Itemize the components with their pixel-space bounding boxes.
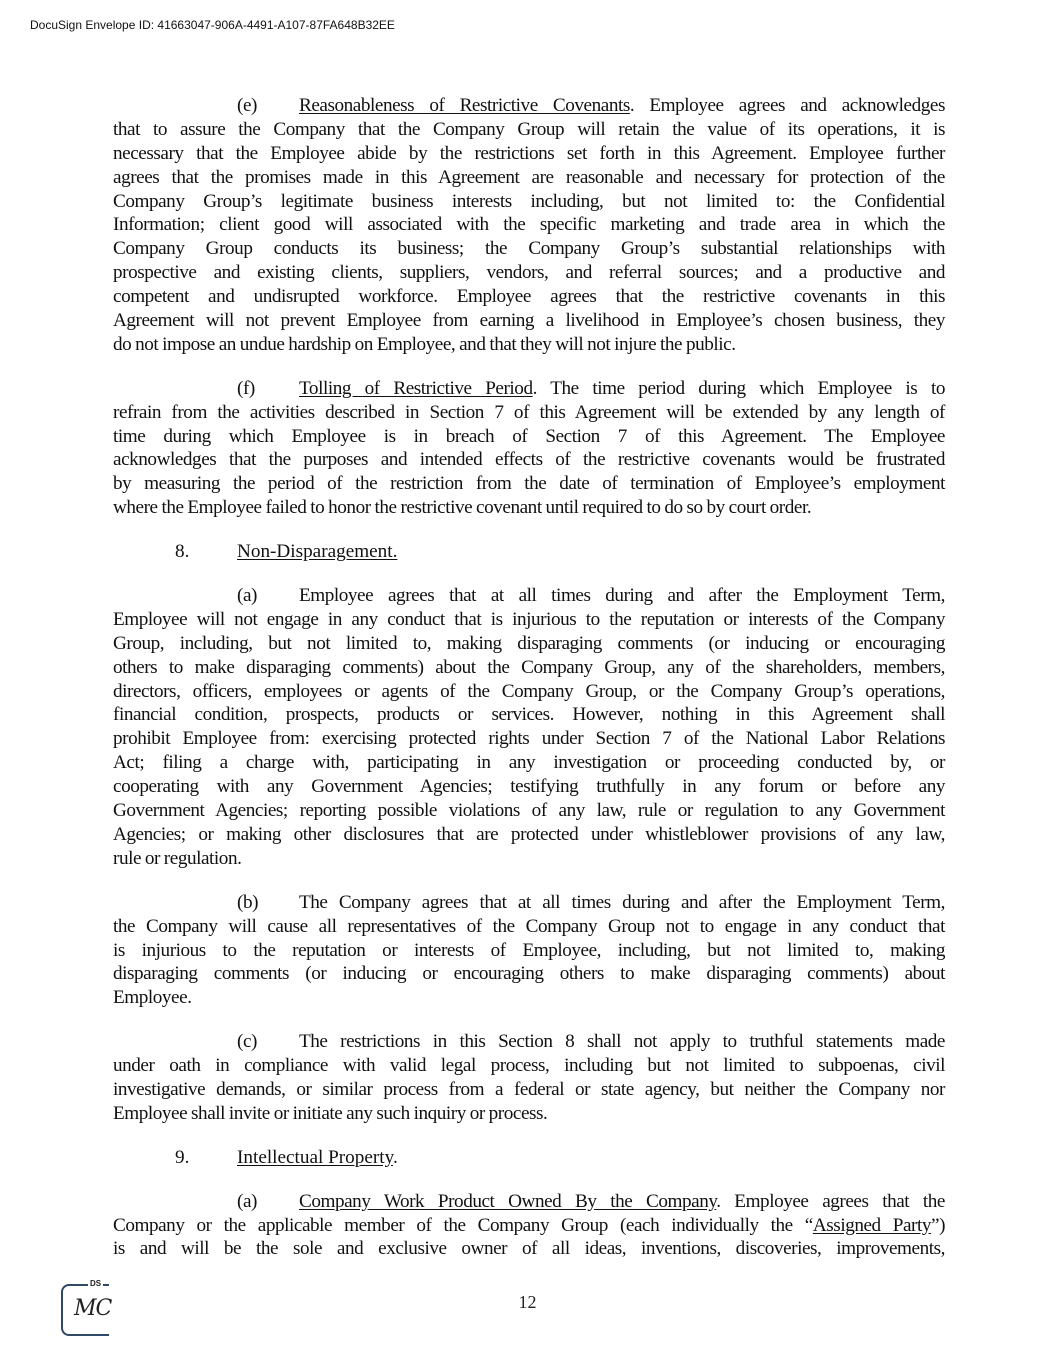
subsection-label: (f) (237, 377, 255, 399)
line: refrain from the activities described in Section 7 of this Agreement will be extended by any length of (113, 401, 945, 423)
line-text: The restrictions in this Section 8 shall not apply to truthful statements made (299, 1031, 945, 1053)
section-heading-8 (113, 540, 945, 564)
section-title-suffix: . (392, 1146, 398, 1168)
line: cooperating with any Government Agencies; testifying truthfully in any forum or before any (113, 776, 945, 798)
subsection-title: Tolling of Restrictive Period (299, 377, 533, 399)
subsection-label: (a) (237, 1190, 257, 1212)
docusign-tag: DS (90, 1279, 102, 1288)
line-text: The Company agrees that at all times during and after the Employment Term, (299, 891, 945, 913)
line: by measuring the period of the restriction from the date of termination of Employee’s employment (113, 473, 945, 495)
line: Group, including, but not limited to, making disparaging comments (or inducing or encouraging (113, 632, 945, 654)
page-number: 12 (518, 1292, 537, 1312)
section-title-wrap (237, 1146, 398, 1170)
paragraph-9a (113, 1190, 945, 1262)
line-text: . The time period during which Employee is to (532, 377, 945, 399)
line-text: Employee agrees that at all times during and after the Employment Term, (299, 585, 945, 607)
line: directors, officers, employees or agents of the Company Group, or the Company Group’s operations, (113, 680, 945, 702)
signer-initials: MC (74, 1296, 112, 1321)
line: others to make disparaging comments) about the Company Group, any of the shareholders, members, (113, 656, 945, 678)
paragraph-7f (113, 377, 945, 520)
line: prospective and existing clients, suppliers, vendors, and referral sources; and a productive and (113, 262, 945, 284)
paragraph-8b (113, 891, 945, 1010)
line-text: . Employee agrees that the (716, 1190, 945, 1212)
line (113, 584, 945, 608)
defined-term: Assigned Party (812, 1214, 931, 1236)
line: Government Agencies; reporting possible violations of any law, rule or regulation to any Government (113, 800, 945, 822)
subsection-label: (b) (237, 891, 259, 913)
line: investigative demands, or similar process from a federal or state agency, but neither the Company nor (113, 1078, 945, 1100)
line (113, 1214, 945, 1238)
line-text: ”) (931, 1214, 946, 1236)
line: is injurious to the reputation or interests of Employee, including, but not limited to, making (113, 939, 945, 961)
line (113, 377, 945, 401)
paragraph-8a (113, 584, 945, 871)
line: Agencies; or making other disclosures that are protected under whistleblower provisions of any law, (113, 823, 945, 845)
subsection-label: (c) (237, 1031, 257, 1053)
subsection-label: (e) (237, 95, 257, 116)
line: Employee will not engage in any conduct that is injurious to the reputation or interests of the Company (113, 608, 945, 630)
line: disparaging comments (or inducing or encouraging others to make disparaging comments) about (113, 963, 945, 985)
line: Information; client good will associated with the specific marketing and trade area in which the (113, 214, 945, 236)
line (113, 1190, 945, 1214)
line (113, 1030, 945, 1054)
line: prohibit Employee from: exercising protected rights under Section 7 of the National Labor Relations (113, 728, 945, 750)
line-text: Company or the applicable member of the Company Group (each individually the “ (113, 1214, 813, 1236)
line: Company Group’s legitimate business interests including, but not limited to: the Confidential (113, 190, 945, 212)
line (113, 891, 945, 915)
line: the Company will cause all representatives of the Company Group not to engage in any conduct that (113, 915, 945, 937)
line: Act; filing a charge with, participating in any investigation or proceeding conducted by, or (113, 752, 945, 774)
line: rule or regulation. (113, 847, 242, 869)
section-title: Non-Disparagement. (237, 541, 398, 563)
line: financial condition, prospects, products or services. However, nothing in this Agreement shall (113, 704, 945, 726)
paragraph-8c (113, 1030, 945, 1126)
line: competent and undisrupted workforce. Employee agrees that the restrictive covenants in this (113, 286, 945, 308)
document-page (113, 94, 945, 1281)
line: Agreement will not prevent Employee from earning a livelihood in Employee’s chosen business, they (113, 310, 945, 332)
subsection-title: Company Work Product Owned By the Company (299, 1190, 717, 1212)
line (113, 94, 945, 118)
line-text: . Employee agrees and acknowledges (629, 95, 945, 116)
section-number: 8. (175, 541, 190, 563)
line: Employee shall invite or initiate any such inquiry or process. (113, 1102, 548, 1124)
section-number: 9. (175, 1146, 190, 1168)
subsection-label: (a) (237, 585, 257, 607)
line: do not impose an undue hardship on Employee, and that they will not injure the public. (113, 333, 736, 355)
line: acknowledges that the purposes and intended effects of the restrictive covenants would be frustrated (113, 449, 945, 471)
section-heading-9 (113, 1146, 945, 1170)
subsection-title: Reasonableness of Restrictive Covenants (299, 95, 630, 116)
line: under oath in compliance with valid legal process, including but not limited to subpoenas, civil (113, 1055, 945, 1077)
line: is and will be the sole and exclusive owner of all ideas, inventions, discoveries, improvements, (113, 1238, 945, 1260)
line: where the Employee failed to honor the restrictive covenant until required to do so by court order. (113, 497, 812, 519)
line: necessary that the Employee abide by the restrictions set forth in this Agreement. Employee further (113, 142, 945, 164)
line: that to assure the Company that the Company Group will retain the value of its operations, it is (113, 118, 945, 140)
line: agrees that the promises made in this Agreement are reasonable and necessary for protection of the (113, 166, 945, 188)
line: Employee. (113, 987, 192, 1009)
section-title: Intellectual Property (237, 1146, 393, 1168)
paragraph-7e (113, 94, 945, 357)
docusign-envelope-id: DocuSign Envelope ID: 41663047-906A-4491-A107-87FA648B32EE (30, 18, 395, 32)
line: time during which Employee is in breach of Section 7 of this Agreement. The Employee (113, 425, 945, 447)
line: Company Group conducts its business; the Company Group’s substantial relationships with (113, 238, 945, 260)
